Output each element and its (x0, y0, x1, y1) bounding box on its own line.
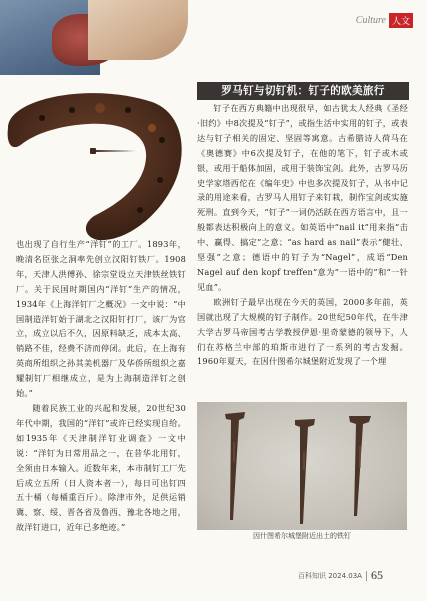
page-number: 65 (370, 568, 383, 582)
iron-nails-photo (197, 402, 407, 530)
section-label-zh: 人文 (389, 13, 413, 28)
paragraph: 欧洲钉子最早出现在今天的英国，2000多年前，英国就出现了大规模的钉子制作。20世纪50年代，在牛津大学古罗马帝国考古学教授伊恩·里奇蒙德的领导下，人们在苏格兰中部的珀斯市进行了一系列的考古发掘。1960年夏天，在因什图希尔城堡附近发现了一个埋 (197, 296, 408, 367)
paragraph: 钉子在西方典籍中出现很早，如古犹太人经典《圣经·旧约》中8次提及“钉子”，或指生活中实用的钉子，或表达与钉子相关的固定、坚固等寓意。古希腊诗人荷马在《奥德赛》中6次提及钉子，在他的笔下，钉子或木或银，或用于船体加固，或用于装饰宝剑。此外，古罗马历史学家塔西佗在《编年史》中也多次提及钉子，从书中记录的用途来看，古罗马人用钉子来钉栽，制作宝剑或实施死刑。直到今天，“钉子”一词仍活跃在西方语言中，且一般都表达积极向上的意义。如英语中“nail it”用来指“击中、赢得、搞定”之意；“as hard as nail”表示“健壮、坚强”之意；德语中的钉子为“Nagel”，成语“Den Nagel auf den kopf treffen”意为“一语中的”和“一针见血”。 (197, 103, 408, 292)
article-title: 罗马钉与切钉机：钉子的欧美旅行 (197, 82, 409, 100)
magazine-info: 百科知识 2024.03A (298, 571, 362, 580)
small-nail-image (90, 146, 138, 156)
footer-divider (366, 571, 367, 581)
horseshoe-image (2, 88, 186, 248)
right-column (197, 101, 408, 369)
section-label-en: Culture (355, 15, 386, 26)
left-column (16, 237, 186, 535)
page-footer (298, 568, 383, 583)
paragraph: 也出现了自行生产“洋钉”的工厂。1893年，晚清名臣张之洞率先创立汉阳钉铁厂。1908年，天津人洪傅孙、徐宗堂设立天津铁丝铁钉厂。关于民国时期国内“洋钉”生产的情况，1934年《上海洋钉厂之概况》一文中说：“中国制造洋钉始于湖北之汉阳钉打厂，该厂为官立，成立以后不久，因原料缺乏，成本太高、销路不佳，经费不济而停闭。此后，在上海有英商所组织之孙其美机器厂及华侨所组织之嘉耀制钉厂相继成立，是为上海制造洋钉之创始。” (16, 239, 186, 399)
section-header (356, 13, 413, 28)
paragraph: 随着民族工业的兴起和发展，20世纪30年代中期，我国的“洋钉”或许已经实现自给。如1935年《天津制洋钉业调查》一文中说：“洋钉为日常用品之一，在昔华北用钉，全须由日本输入。近数年来，本市制钉工厂先后成立五所（日人资本者一），每日可出钉四五十桶（每桶重百斤）。除津市外，足供运销冀、察、绥、晋各省及鲁西、豫北各地之用，故洋钉进口，近年已多绝迹。” (16, 402, 186, 533)
hoof-photo (0, 0, 190, 75)
photo-caption: 因什图希尔城堡附近出土的铁钉 (253, 532, 351, 540)
